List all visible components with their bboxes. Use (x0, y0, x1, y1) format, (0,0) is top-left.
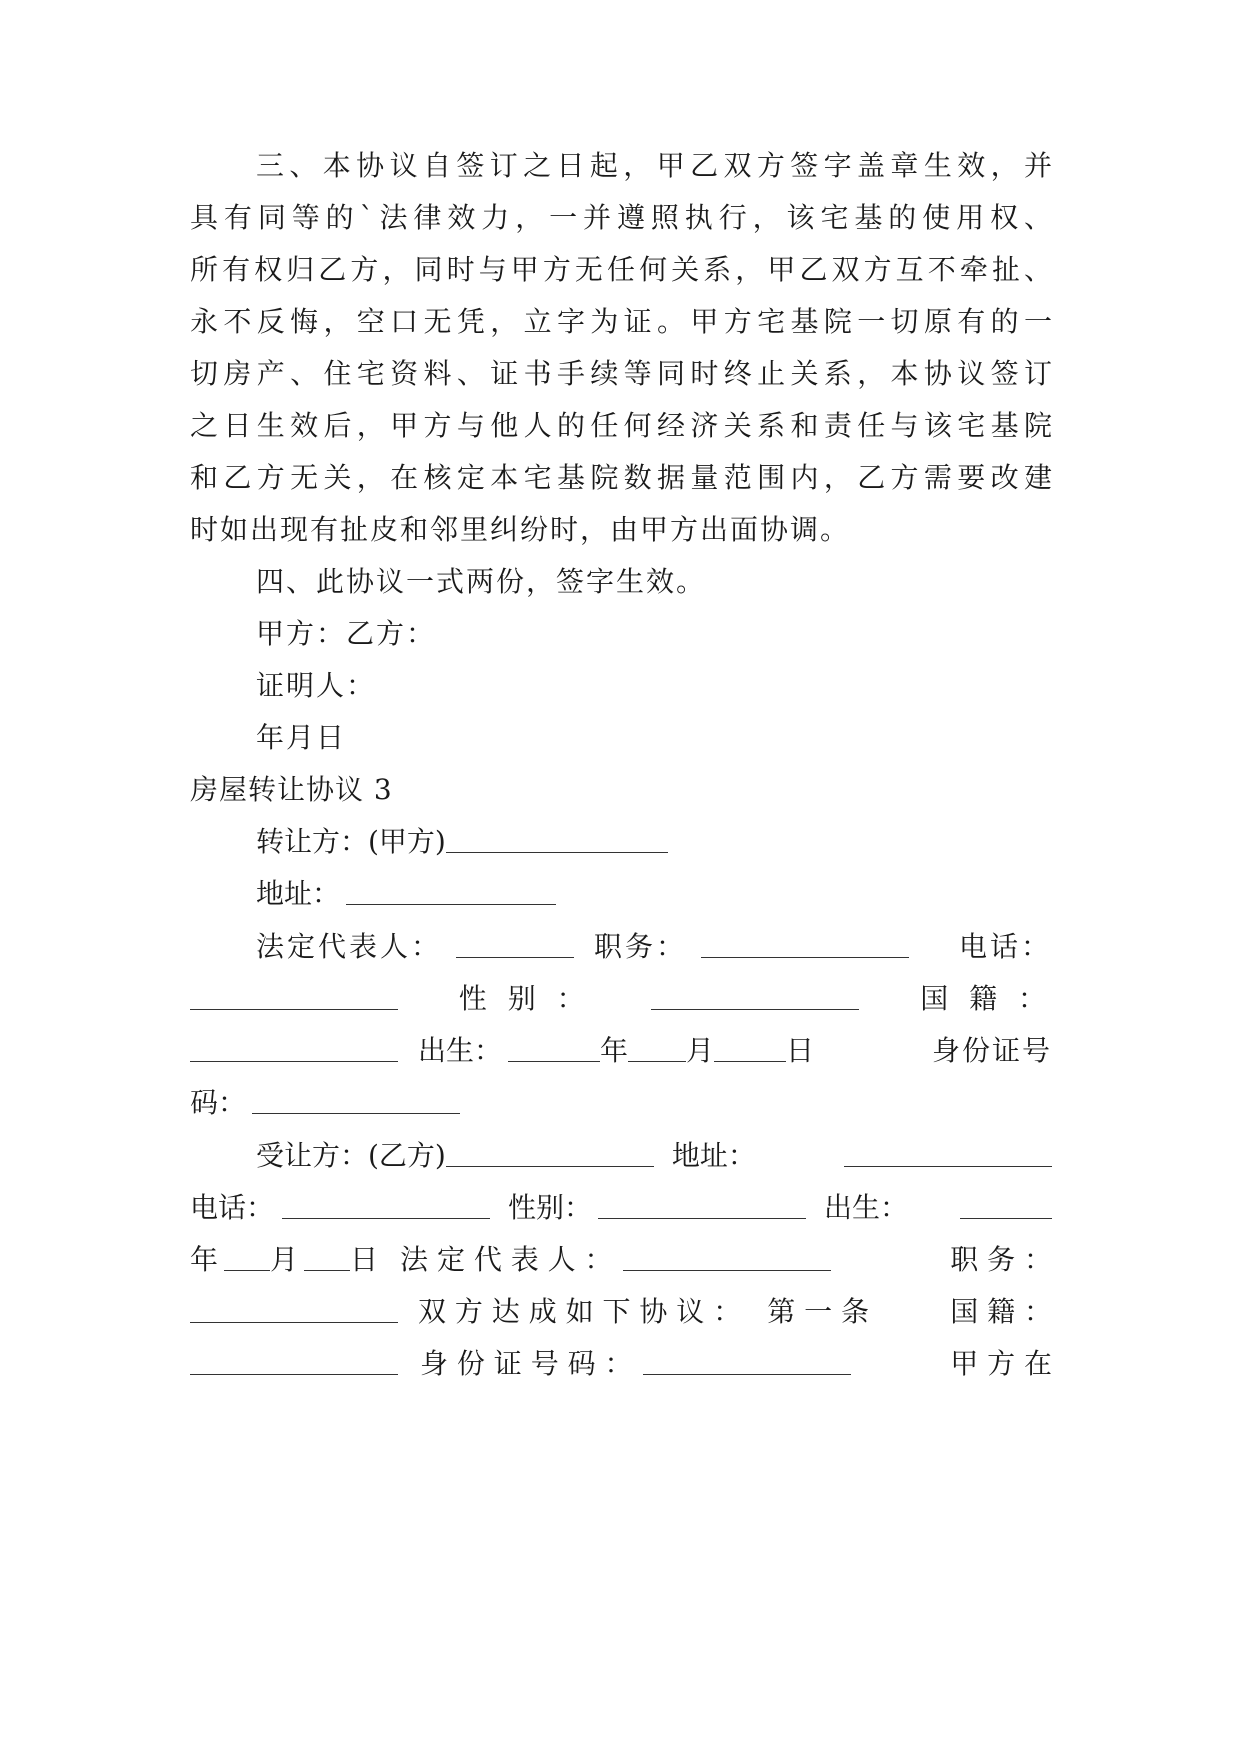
witness-line: 证明人： (256, 669, 377, 702)
transferee-gender-blank[interactable] (598, 1188, 806, 1219)
transferee-address-blank[interactable] (844, 1136, 1052, 1167)
id-row (190, 1074, 1052, 1132)
legal-rep-blank[interactable] (456, 927, 574, 958)
transferee-label: 受让方：(乙方) (256, 1139, 446, 1172)
transferee-legal-rep-label: 法 定 代 表 人 ： (400, 1243, 613, 1276)
gender-row (190, 970, 1052, 1028)
nationality-label: 国 籍 ： (920, 982, 1053, 1015)
address-label: 地址： (256, 877, 341, 910)
position-label: 职务： (594, 930, 688, 963)
legal-rep-row (256, 918, 1052, 976)
transferee-day-blank[interactable] (304, 1240, 350, 1271)
transferee-month-blank[interactable] (224, 1240, 270, 1271)
signature-parties: 甲方：乙方： (256, 617, 437, 650)
transferee-row (256, 1127, 1052, 1185)
transferee-id-blank[interactable] (643, 1344, 851, 1375)
party-a-in-text: 甲 方 在 (950, 1347, 1052, 1380)
nationality-blank[interactable] (190, 1031, 398, 1062)
position-blank[interactable] (701, 927, 909, 958)
transferee-legal-rep-blank[interactable] (623, 1240, 831, 1271)
transferee-phone-row (190, 1179, 1052, 1237)
paragraph-3-line-2: 具有同等的`法律效力，一并遵照执行，该宅基的使用权、 (190, 201, 1052, 234)
paragraph-3-line-3: 所有权归乙方，同时与甲方无任何关系，甲乙双方互不牵扯、 (190, 253, 1052, 286)
transferee-birth-label: 出生： (824, 1191, 909, 1224)
date-line: 年月日 (256, 721, 347, 754)
article-one: 第 一 条 (767, 1295, 870, 1328)
id-blank[interactable] (252, 1083, 460, 1114)
paragraph-3-line-6: 之日生效后，甲方与他人的任何经济关系和责任与该宅基院 (190, 409, 1052, 442)
paragraph-3-line-8: 时如出现有扯皮和邻里纠纷时，由甲方出面协调。 (190, 513, 851, 546)
transferee-position-label: 职 务 ： (950, 1243, 1052, 1276)
transferee-id-row (190, 1335, 1052, 1393)
transferor-label: 转让方：(甲方) (256, 825, 446, 858)
transferee-gender-label: 性别： (508, 1191, 593, 1224)
birth-label: 出生： (418, 1034, 503, 1067)
section-title: 房屋转让协议 3 (190, 773, 393, 806)
transferee-blank[interactable] (446, 1136, 654, 1167)
transferee-phone-label: 电话： (190, 1191, 275, 1224)
transferee-year-label: 年 (190, 1243, 219, 1276)
paragraph-3-line-1: 三、本协议自签订之日起，甲乙双方签字盖章生效，并 (256, 149, 1052, 182)
transferee-birth-year-blank[interactable] (960, 1188, 1052, 1219)
agreement-intro: 双 方 达 成 如 下 协 议 ： (418, 1295, 742, 1328)
birth-month-label: 月 (686, 1034, 715, 1067)
address-row (256, 865, 1052, 923)
birth-year-label: 年 (600, 1034, 629, 1067)
phone-blank[interactable] (190, 979, 398, 1010)
gender-blank[interactable] (651, 979, 859, 1010)
birth-year-blank[interactable] (508, 1031, 600, 1062)
transferee-address-label: 地址： (671, 1139, 756, 1172)
transferee-month-label: 月 (270, 1243, 299, 1276)
transferor-row (256, 813, 1052, 871)
id-label-part2: 码： (190, 1086, 247, 1119)
transferee-position-blank[interactable] (190, 1292, 398, 1323)
birth-day-blank[interactable] (714, 1031, 786, 1062)
address-blank[interactable] (346, 874, 556, 905)
transferee-nationality-blank[interactable] (190, 1344, 398, 1375)
legal-rep-label: 法定代表人： (256, 930, 443, 963)
phone-label: 电话： (958, 930, 1052, 963)
birth-month-blank[interactable] (628, 1031, 686, 1062)
gender-label: 性 别 ： (458, 982, 591, 1015)
transferee-day-label: 日 (350, 1243, 379, 1276)
transferee-date-row (190, 1231, 1052, 1289)
transferor-blank[interactable] (446, 822, 668, 853)
agreement-row (190, 1283, 1052, 1341)
paragraph-3-line-4: 永不反悔，空口无凭，立字为证。甲方宅基院一切原有的一 (190, 305, 1052, 338)
transferee-nationality-label: 国 籍 ： (950, 1295, 1052, 1328)
paragraph-4: 四、此协议一式两份，签字生效。 (256, 565, 707, 598)
paragraph-3-line-7: 和乙方无关，在核定本宅基院数据量范围内，乙方需要改建 (190, 461, 1052, 494)
id-label-part1: 身份证号 (931, 1034, 1052, 1067)
transferee-phone-blank[interactable] (282, 1188, 490, 1219)
paragraph-3-line-5: 切房产、住宅资料、证书手续等同时终止关系，本协议签订 (190, 357, 1052, 390)
birth-day-label: 日 (786, 1034, 815, 1067)
birth-row (190, 1022, 1052, 1080)
transferee-id-label: 身 份 证 号 码 ： (420, 1347, 633, 1380)
